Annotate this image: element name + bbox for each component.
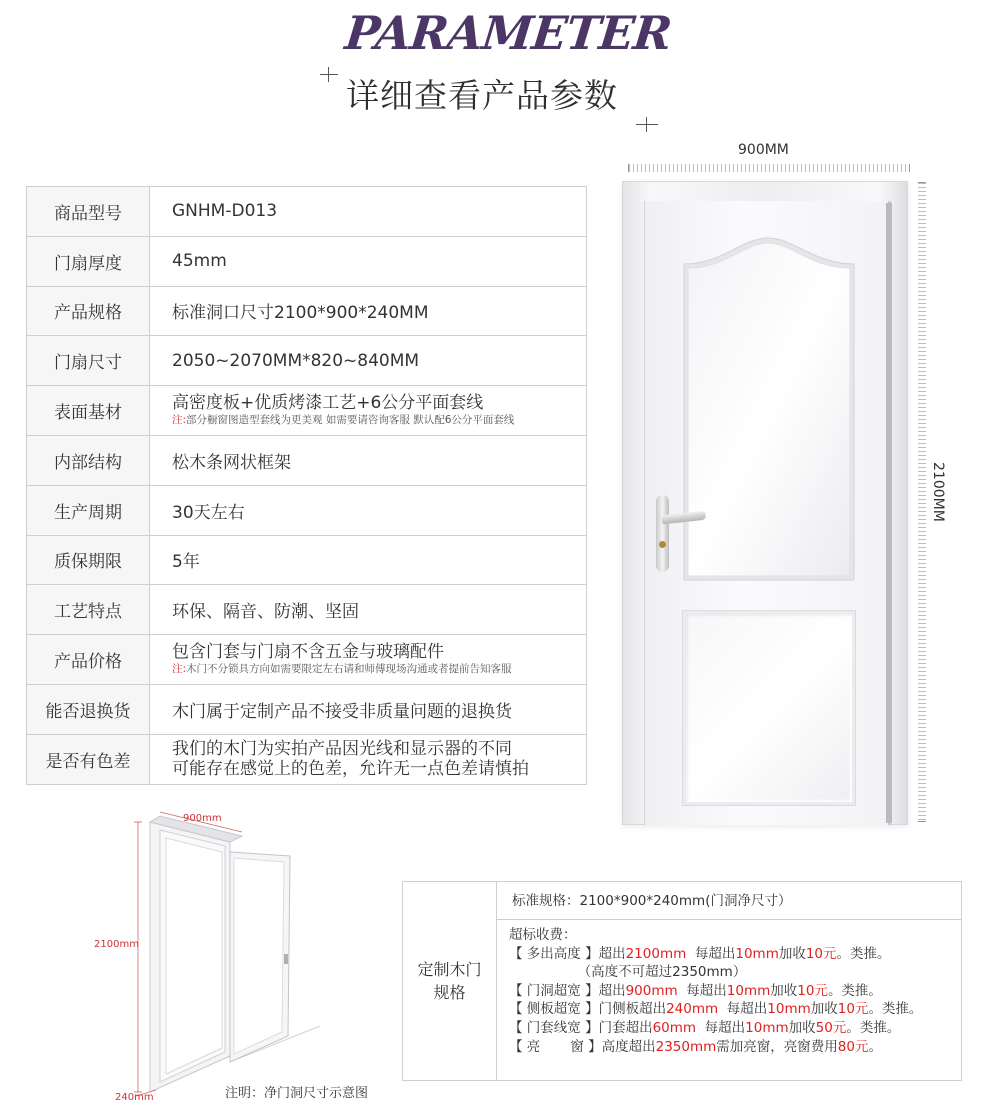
corner-mark <box>636 124 658 125</box>
spec-key: 内部结构 <box>27 435 150 485</box>
door-width-label: 900MM <box>738 142 789 158</box>
custom-fee-line <box>509 1000 961 1019</box>
spec-value-cell <box>150 435 587 485</box>
header-title-en: PARAMETER <box>342 6 674 60</box>
door-arched-panel <box>682 234 856 582</box>
fee-text: 。类推。 <box>836 945 891 962</box>
fee-highlight: 50元 <box>815 1019 847 1036</box>
spec-key: 是否有色差 <box>27 734 150 784</box>
spec-value: 木门属于定制产品不接受非质量问题的退换货 <box>172 701 512 722</box>
fee-text: 【 门洞超宽 】超出 <box>509 982 626 999</box>
spec-row <box>27 187 587 237</box>
spec-value-cell <box>150 734 587 784</box>
spec-row <box>27 585 587 635</box>
fee-highlight: 10mm <box>735 945 779 962</box>
fee-text: 。类推。 <box>868 1001 923 1018</box>
spec-key: 表面基材 <box>27 386 150 436</box>
spec-row <box>27 435 587 485</box>
fee-highlight: 2350mm <box>655 1038 717 1055</box>
fee-highlight: 10元 <box>837 1001 869 1018</box>
spec-row <box>27 535 587 585</box>
diagram-height-label: 2100mm <box>94 939 139 950</box>
keyhole-icon <box>659 541 666 548</box>
diagram-width-label: 900mm <box>183 813 222 824</box>
spec-value-cell <box>150 187 587 237</box>
fee-text: 每超出 <box>696 1019 746 1036</box>
corner-mark <box>646 117 647 132</box>
spec-key: 产品规格 <box>27 286 150 336</box>
spec-value: 30天左右 <box>172 502 245 523</box>
fee-text: 加收 <box>810 1001 838 1018</box>
spec-row <box>27 684 587 734</box>
door-height-label: 2100MM <box>930 462 946 522</box>
spec-note <box>172 663 586 676</box>
spec-key: 门扇厚度 <box>27 236 150 286</box>
spec-value-cell <box>150 485 587 535</box>
fee-highlight: 10mm <box>745 1019 789 1036</box>
fee-text: 【 门套线宽 】门套超出 <box>509 1019 653 1036</box>
fee-text: 每超出 <box>677 982 727 999</box>
spec-value: 5年 <box>172 552 200 573</box>
door-lower-panel <box>686 614 852 802</box>
spec-table <box>26 186 587 785</box>
spec-value-cell <box>150 336 587 386</box>
fee-text: （高度不可超过2350mm） <box>509 964 747 981</box>
spec-note-prefix: 注: <box>172 663 187 676</box>
spec-value: 松木条网状框架 <box>172 452 291 473</box>
spec-row <box>27 485 587 535</box>
fee-highlight: 240mm <box>666 1001 719 1018</box>
fee-highlight: 10元 <box>797 982 828 999</box>
spec-value: 环保、隔音、防潮、坚固 <box>172 602 359 623</box>
spec-note-prefix: 注: <box>172 414 187 427</box>
door-handle-plate <box>656 495 669 572</box>
spec-key: 生产周期 <box>27 485 150 535</box>
spec-row <box>27 336 587 386</box>
spec-row <box>27 386 587 436</box>
spec-value-cell <box>150 635 587 685</box>
fee-text: 加收 <box>770 982 798 999</box>
spec-value: 45mm <box>172 251 227 272</box>
fee-text: 每超出 <box>718 1001 768 1018</box>
spec-key: 产品价格 <box>27 635 150 685</box>
spec-row <box>27 236 587 286</box>
fee-highlight: 60mm <box>652 1019 697 1036</box>
fee-text: 。类推。 <box>846 1019 901 1036</box>
spec-note-text: 部分橱窗图造型套线为更美观 如需要请咨询客服 默认配6公分平面套线 <box>186 414 515 427</box>
spec-key: 质保期限 <box>27 535 150 585</box>
corner-mark <box>320 74 338 75</box>
spec-value: 我们的木门为实拍产品因光线和显示器的不同 <box>172 739 512 760</box>
fee-text: 。 <box>868 1038 882 1055</box>
fee-highlight: 10元 <box>805 945 837 962</box>
spec-value: GNHM-D013 <box>172 201 278 222</box>
spec-note <box>172 414 586 427</box>
fee-text: 【 侧板超宽 】门侧板超出 <box>509 1001 667 1018</box>
fee-text: 加收 <box>778 945 806 962</box>
spec-value: 高密度板+优质烤漆工艺+6公分平面套线 <box>172 393 484 414</box>
fee-text: 每超出 <box>686 945 736 962</box>
spec-row <box>27 734 587 784</box>
fee-highlight: 10mm <box>767 1001 811 1018</box>
spec-value: 标准洞口尺寸2100*900*240MM <box>172 303 429 324</box>
door-height-ruler <box>918 182 926 822</box>
door-opening-diagram <box>130 800 330 1100</box>
corner-mark <box>328 67 329 82</box>
spec-value-cell <box>150 585 587 635</box>
fee-text: 加收 <box>788 1019 816 1036</box>
diagram-depth-label: 240mm <box>115 1092 154 1103</box>
custom-standard: 标准规格：2100*900*240mm(门洞净尺寸） <box>497 882 961 920</box>
door-leaf-edge <box>886 203 892 823</box>
spec-value-cell <box>150 286 587 336</box>
fee-text: 【 亮 窗 】高度超出 <box>509 1038 656 1055</box>
fee-highlight: 10mm <box>726 982 771 999</box>
spec-key: 门扇尺寸 <box>27 336 150 386</box>
spec-value-cell <box>150 535 587 585</box>
custom-fee-line <box>509 1019 961 1038</box>
custom-fees <box>497 920 961 1080</box>
spec-row <box>27 286 587 336</box>
custom-fee-line <box>509 982 961 1001</box>
header-title-cn: 详细查看产品参数 <box>346 76 618 115</box>
diagram-caption: 注明：净门洞尺寸示意图 <box>225 1086 369 1101</box>
spec-value: 可能存在感觉上的色差，允许无一点色差请慎拍 <box>172 759 529 780</box>
fee-highlight: 2100mm <box>625 945 687 962</box>
custom-title: 定制木门规格 <box>403 882 497 1080</box>
spec-value: 包含门套与门扇不含五金与玻璃配件 <box>172 642 444 663</box>
custom-fee-line <box>509 963 961 982</box>
fee-highlight: 80元 <box>837 1038 869 1055</box>
spec-key: 商品型号 <box>27 187 150 237</box>
custom-fee-line <box>509 945 961 964</box>
fee-text: 。类推。 <box>827 982 882 999</box>
spec-value: 2050~2070MM*820~840MM <box>172 350 420 371</box>
fee-text: 【 多出高度 】超出 <box>509 945 626 962</box>
spec-value-cell <box>150 236 587 286</box>
spec-value-cell <box>150 684 587 734</box>
custom-fee-heading: 超标收费： <box>509 927 577 943</box>
fee-highlight: 900mm <box>625 982 678 999</box>
custom-fee-line <box>509 1038 961 1057</box>
door-width-ruler <box>628 164 910 172</box>
custom-spec-table <box>402 881 962 1081</box>
spec-key: 工艺特点 <box>27 585 150 635</box>
fee-text: 需加亮窗，亮窗费用 <box>716 1038 838 1055</box>
spec-key: 能否退换货 <box>27 684 150 734</box>
spec-note-text: 木门不分锁具方向如需要限定左右请和师傅现场沟通或者提前告知客服 <box>186 663 512 676</box>
spec-value-cell <box>150 386 587 436</box>
spec-row <box>27 635 587 685</box>
